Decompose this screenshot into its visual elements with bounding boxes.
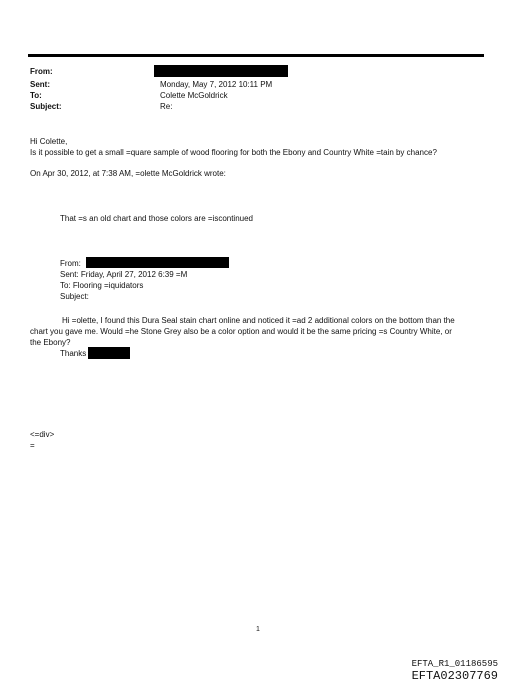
bates-id-large: EFTA02307769: [411, 669, 498, 683]
inner-to: To: Flooring =iquidators: [60, 281, 144, 290]
header-rule: [28, 54, 484, 57]
to-value: Colette McGoldrick: [160, 91, 228, 100]
body-line-1: Is it possible to get a small =quare sample of wood flooring for both the Ebony and Country White =tain by chance?: [30, 148, 437, 157]
subject-label: Subject:: [30, 102, 62, 111]
sent-label: Sent:: [30, 80, 50, 89]
inner-from: From:: [60, 259, 81, 268]
quote-intro: On Apr 30, 2012, at 7:38 AM, =olette McGoldrick wrote:: [30, 169, 226, 178]
bates-id-small: EFTA_R1_01186595: [411, 659, 498, 669]
page-number: 1: [256, 626, 260, 633]
equals-sign: =: [30, 441, 35, 450]
redaction-box: [86, 257, 229, 268]
to-label: To:: [30, 91, 42, 100]
div-tag: <=div>: [30, 430, 55, 439]
redaction-box: [154, 65, 288, 77]
inner-body-line-2: chart you gave me. Would =he Stone Grey also be a color option and would it be the same pricing =s Country White, or: [30, 327, 452, 336]
sent-value: Monday, May 7, 2012 10:11 PM: [160, 80, 273, 89]
inner-sent: Sent: Friday, April 27, 2012 6:39 =M: [60, 270, 188, 279]
thanks: Thanks: [60, 349, 87, 358]
quoted-reply: That =s an old chart and those colors are =iscontinued: [60, 214, 254, 223]
from-label: From:: [30, 67, 53, 76]
redaction-box: [88, 347, 130, 359]
subject-value: Re:: [160, 102, 173, 111]
greeting: Hi Colette,: [30, 137, 68, 146]
inner-body-line-3: the Ebony?: [30, 338, 71, 347]
inner-subject: Subject:: [60, 292, 89, 301]
inner-body-line-1: Hi =olette, I found this Dura Seal stain chart online and noticed it =ad 2 additional colors on the bottom than the: [62, 316, 455, 325]
